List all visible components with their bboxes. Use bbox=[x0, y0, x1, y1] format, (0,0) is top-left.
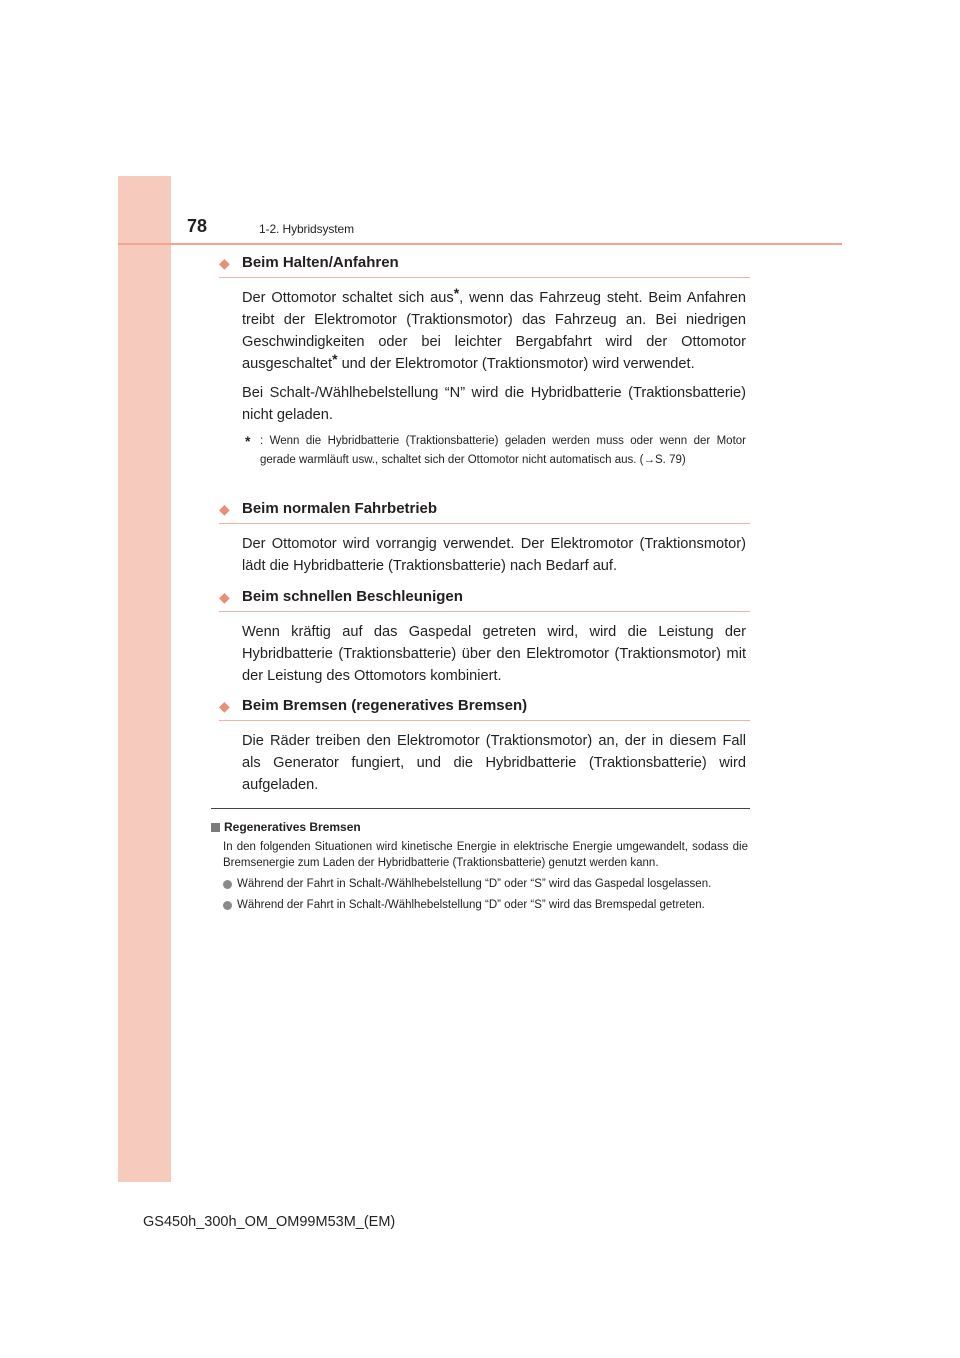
section-title: Beim Halten/Anfahren bbox=[242, 254, 399, 271]
section-heading bbox=[219, 253, 750, 278]
section-title: Beim Bremsen (regeneratives Bremsen) bbox=[242, 697, 528, 714]
list-item-text: Während der Fahrt in Schalt-/Wählhebelstellung “D” oder “S” wird das Bremspedal getreten. bbox=[237, 899, 705, 911]
paragraph: Wenn kräftig auf das Gaspedal getreten wird, wird die Leistung der Hybridbatterie (Traktionsbatterie) über den Elektromotor (Traktionsmotor) mit der Leistung des Ottomotors kombiniert. bbox=[242, 624, 746, 684]
list-item bbox=[223, 897, 750, 913]
footnote-mark: * bbox=[332, 351, 338, 367]
section-heading bbox=[219, 696, 750, 721]
section-bremsen bbox=[219, 696, 750, 796]
document-code-footer: GS450h_300h_OM_OM99M53M_(EM) bbox=[143, 1214, 396, 1230]
paragraph: Der Ottomotor schaltet sich aus*, wenn das Fahrzeug steht. Beim Anfahren treibt der Elektromotor (Traktionsmotor) das Fahrzeug an. Bei niedrigen Geschwindigkeiten oder bei leichter Bergabfahrt wird der Ottomotor ausgeschaltet* und der Elektromotor (Traktionsmotor) wird verwendet. bbox=[242, 285, 746, 372]
note-rule bbox=[211, 808, 750, 809]
note-body: In den folgenden Situationen wird kinetische Energie in elektrische Energie umgewandelt, sodass die Bremsenergie zum Laden der Hybridbatterie (Traktionsbatterie) genutzt werden kann. bbox=[223, 841, 748, 869]
section-heading bbox=[219, 499, 750, 524]
diamond-icon: ◆ bbox=[219, 501, 230, 517]
note-box bbox=[211, 819, 750, 913]
note-heading bbox=[211, 819, 750, 835]
section-title: Beim normalen Fahrbetrieb bbox=[242, 500, 438, 517]
section-schnelles-beschleunigen bbox=[219, 587, 750, 687]
diamond-icon: ◆ bbox=[219, 255, 230, 271]
list-item bbox=[223, 876, 750, 892]
paragraph: Die Räder treiben den Elektromotor (Traktionsmotor) an, der in diesem Fall als Generator fungiert, und die Hybridbatterie (Traktionsbatterie) wird aufgeladen. bbox=[242, 733, 746, 793]
section-title: Beim schnellen Beschleunigen bbox=[242, 588, 463, 605]
page-number: 78 bbox=[187, 216, 208, 236]
header-rule bbox=[118, 243, 842, 245]
footnote bbox=[245, 432, 746, 470]
list-item-text: Während der Fahrt in Schalt-/Wählhebelstellung “D” oder “S” wird das Gaspedal losgelassen. bbox=[237, 878, 712, 890]
section-halten-anfahren bbox=[219, 253, 750, 470]
footnote-text: : Wenn die Hybridbatterie (Traktionsbatterie) geladen werden muss oder wenn der Motor gerade warmläuft usw., schaltet sich der Ottomotor nicht automatisch aus. (→S. 79) bbox=[260, 435, 746, 466]
footnote-mark: * bbox=[245, 433, 251, 449]
square-bullet-icon bbox=[211, 823, 220, 832]
section-normaler-fahrbetrieb bbox=[219, 499, 750, 577]
circle-bullet-icon bbox=[223, 901, 232, 910]
diamond-icon: ◆ bbox=[219, 589, 230, 605]
side-color-band bbox=[118, 176, 171, 1182]
circle-bullet-icon bbox=[223, 880, 232, 889]
section-heading bbox=[219, 587, 750, 612]
paragraph: Bei Schalt-/Wählhebelstellung “N” wird die Hybridbatterie (Traktionsbatterie) nicht geladen. bbox=[242, 385, 746, 423]
chapter-title: 1-2. Hybridsystem bbox=[259, 222, 354, 236]
paragraph: Der Ottomotor wird vorrangig verwendet. Der Elektromotor (Traktionsmotor) lädt die Hybridbatterie (Traktionsbatterie) nach Bedarf auf. bbox=[242, 536, 746, 574]
diamond-icon: ◆ bbox=[219, 698, 230, 714]
note-title: Regeneratives Bremsen bbox=[224, 820, 361, 834]
footnote-mark: * bbox=[453, 285, 460, 301]
